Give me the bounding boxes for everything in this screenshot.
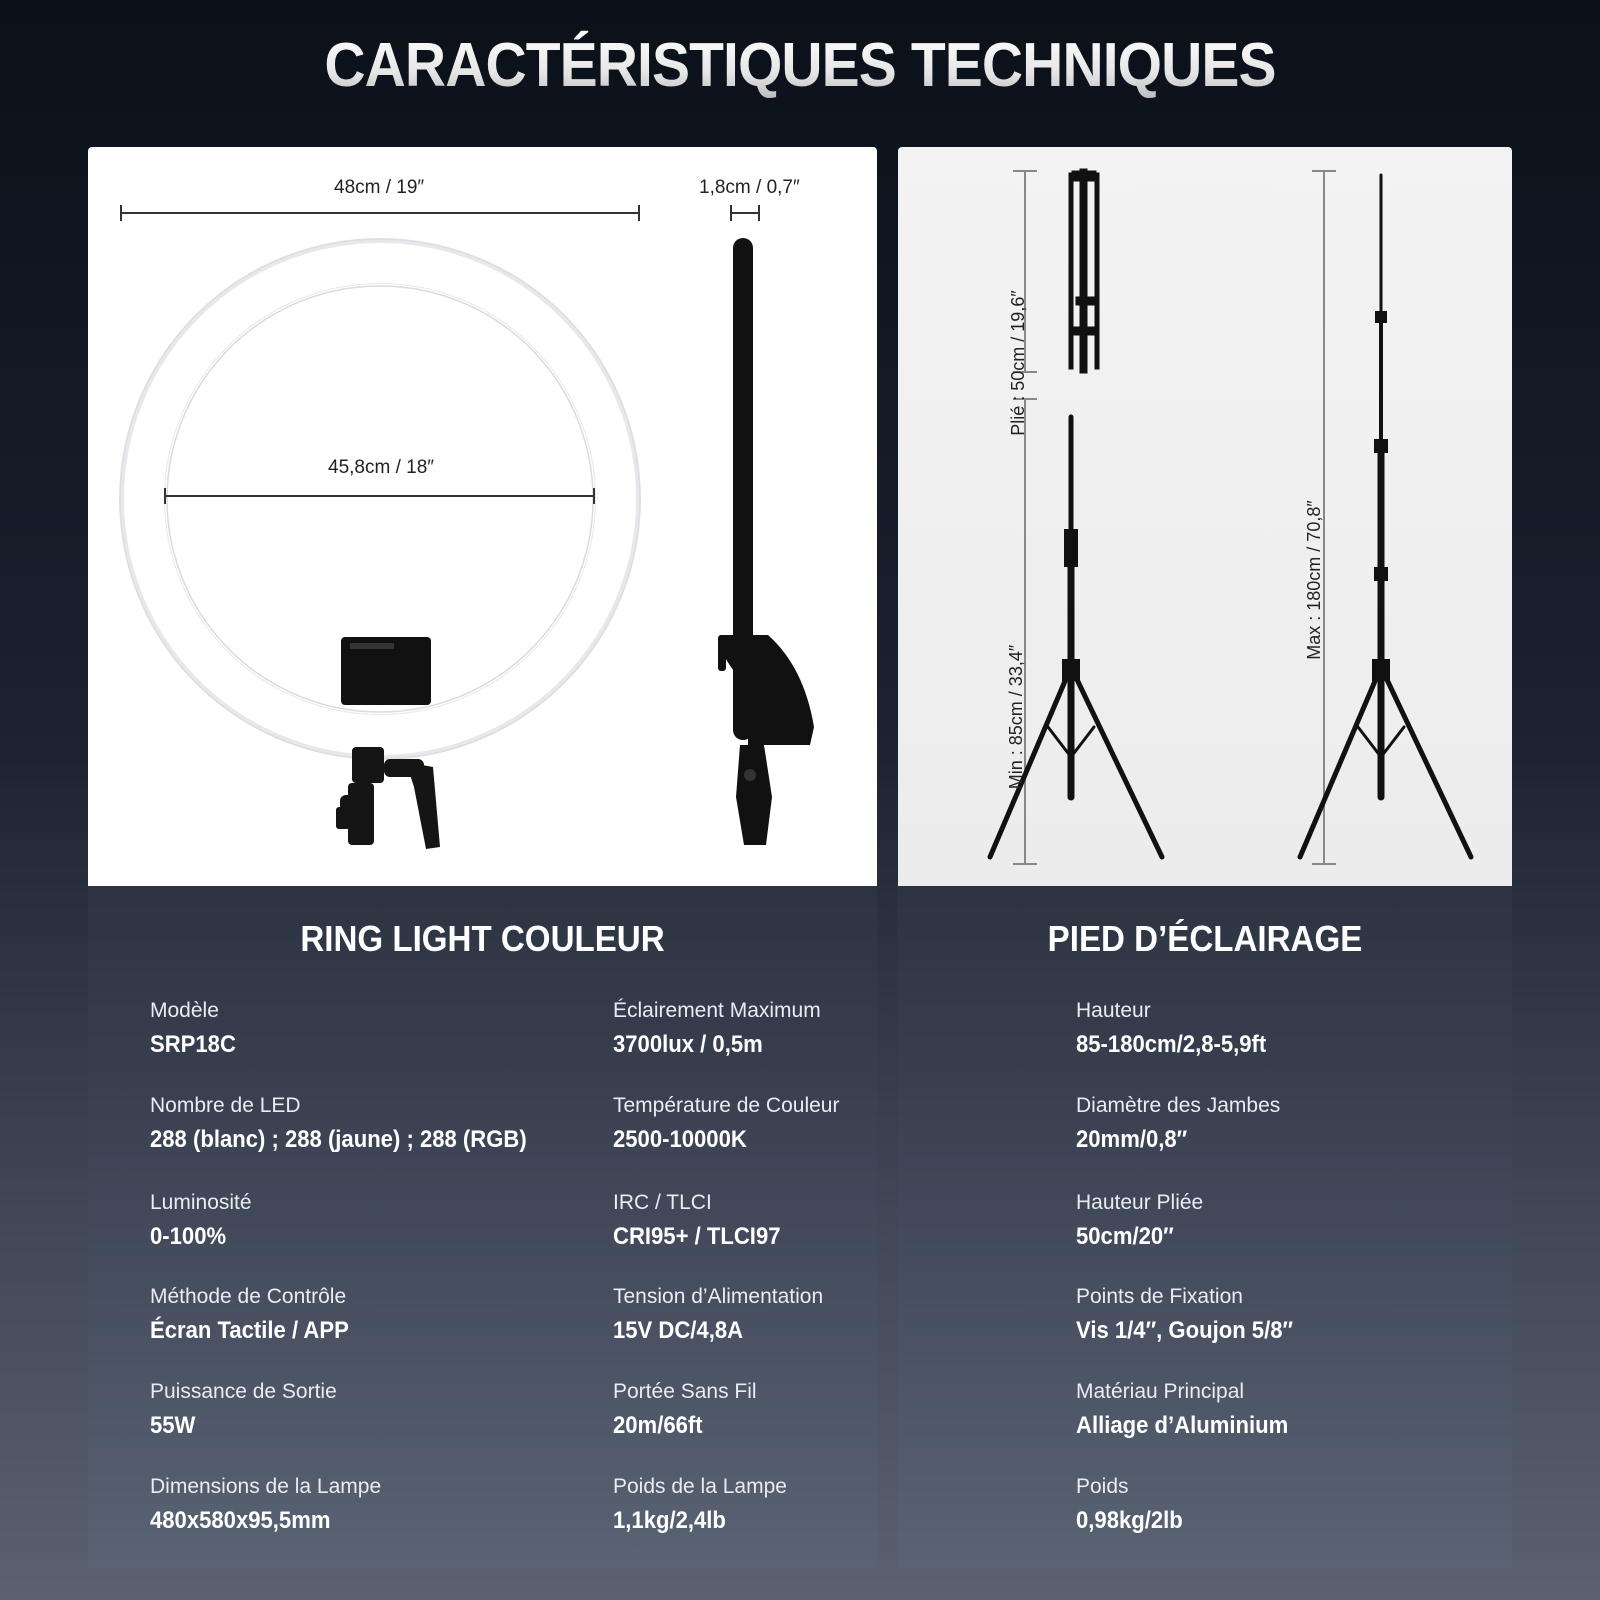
spec-folded-height xyxy=(1076,1190,1506,1254)
spec-led-count xyxy=(150,1093,580,1157)
spec-mount-points xyxy=(1076,1284,1506,1348)
spec-brightness xyxy=(150,1190,580,1254)
spec-label: Éclairement Maximum xyxy=(613,999,821,1022)
spec-wireless-range xyxy=(613,1379,863,1443)
width-dimension-line xyxy=(121,205,639,221)
inner-diameter-label: 45,8cm / 18″ xyxy=(328,457,435,478)
spec-label: Matériau Principal xyxy=(1076,1380,1245,1403)
spec-value: 1,1kg/2,4lb xyxy=(613,1507,726,1534)
depth-dimension-line xyxy=(731,205,759,221)
spec-value: CRI95+ / TLCI97 xyxy=(613,1223,781,1250)
spec-value: 20mm/0,8″ xyxy=(1076,1126,1188,1153)
spec-value: 480x580x95,5mm xyxy=(150,1507,331,1534)
spec-value: 2500-10000K xyxy=(613,1126,747,1153)
spec-value: 3700lux / 0,5m xyxy=(613,1031,763,1058)
ring-light-panel xyxy=(88,147,877,1568)
spec-label: Diamètre des Jambes xyxy=(1076,1094,1281,1117)
ring-light-specs xyxy=(88,886,877,1568)
stand-illustration xyxy=(898,147,1512,886)
spec-label: Hauteur xyxy=(1076,999,1151,1022)
spec-label: Luminosité xyxy=(150,1191,252,1214)
spec-value: 288 (blanc) ; 288 (jaune) ; 288 (RGB) xyxy=(150,1126,527,1153)
spec-value: 0,98kg/2lb xyxy=(1076,1507,1183,1534)
spec-height xyxy=(1076,998,1506,1062)
spec-label: Poids xyxy=(1076,1475,1129,1498)
spec-label: Tension d’Alimentation xyxy=(613,1285,824,1308)
inner-diameter-dimension-line xyxy=(165,488,594,504)
spec-label: Nombre de LED xyxy=(150,1094,301,1117)
depth-label: 1,8cm / 0,7″ xyxy=(699,177,800,198)
ring-light-side xyxy=(718,238,814,845)
spec-value: Alliage d’Aluminium xyxy=(1076,1412,1289,1439)
max-stand xyxy=(1300,175,1471,857)
stand-specs xyxy=(898,886,1512,1568)
spec-model xyxy=(150,998,580,1062)
spec-value: 85-180cm/2,8-5,9ft xyxy=(1076,1031,1267,1058)
spec-label: Dimensions de la Lampe xyxy=(150,1475,382,1498)
spec-max-illuminance xyxy=(613,998,863,1062)
spec-label: Points de Fixation xyxy=(1076,1285,1243,1308)
outer-width-label: 48cm / 19″ xyxy=(334,177,425,198)
page-title: CARACTÉRISTIQUES TECHNIQUES xyxy=(64,30,1536,101)
spec-label: Poids de la Lampe xyxy=(613,1475,787,1498)
stand-section-title: PIED D’ÉCLAIRAGE xyxy=(1047,918,1363,959)
spec-color-temperature xyxy=(613,1093,863,1157)
spec-main-material xyxy=(1076,1379,1506,1443)
stand-panel xyxy=(898,147,1512,1568)
spec-value: 50cm/20″ xyxy=(1076,1223,1174,1250)
spec-label: Hauteur Pliée xyxy=(1076,1191,1204,1214)
spec-output-power xyxy=(150,1379,580,1443)
spec-value: 55W xyxy=(150,1412,196,1439)
spec-lamp-dimensions xyxy=(150,1474,580,1538)
spec-value: Vis 1/4″, Goujon 5/8″ xyxy=(1076,1317,1294,1344)
spec-label: Température de Couleur xyxy=(613,1094,840,1117)
folded-height-label: Plié : 50cm / 19,6″ xyxy=(1008,290,1028,436)
spec-value: 0-100% xyxy=(150,1223,227,1250)
folded-stand xyxy=(1069,169,1099,373)
spec-label: IRC / TLCI xyxy=(613,1191,712,1214)
min-height-label: Min : 85cm / 33,4″ xyxy=(1006,644,1026,790)
ring-light-section-title: RING LIGHT COULEUR xyxy=(300,918,665,959)
ring-bracket xyxy=(336,747,440,849)
spec-label: Méthode de Contrôle xyxy=(150,1285,347,1308)
spec-label: Portée Sans Fil xyxy=(613,1380,757,1403)
spec-value: Écran Tactile / APP xyxy=(150,1317,349,1344)
spec-weight xyxy=(1076,1474,1506,1538)
ring-light-drawing xyxy=(88,147,877,886)
spec-label: Modèle xyxy=(150,999,219,1022)
spec-control-method xyxy=(150,1284,580,1348)
max-height-label: Max : 180cm / 70,8″ xyxy=(1304,500,1324,660)
stand-drawing xyxy=(898,147,1512,886)
spec-value: 15V DC/4,8A xyxy=(613,1317,744,1344)
spec-value: 20m/66ft xyxy=(613,1412,703,1439)
spec-cri-tlci xyxy=(613,1190,863,1254)
ring-light-illustration xyxy=(88,147,877,886)
spec-leg-diameter xyxy=(1076,1093,1506,1157)
spec-label: Puissance de Sortie xyxy=(150,1380,337,1403)
spec-value: SRP18C xyxy=(150,1031,236,1058)
spec-lamp-weight xyxy=(613,1474,863,1538)
spec-supply-voltage xyxy=(613,1284,863,1348)
